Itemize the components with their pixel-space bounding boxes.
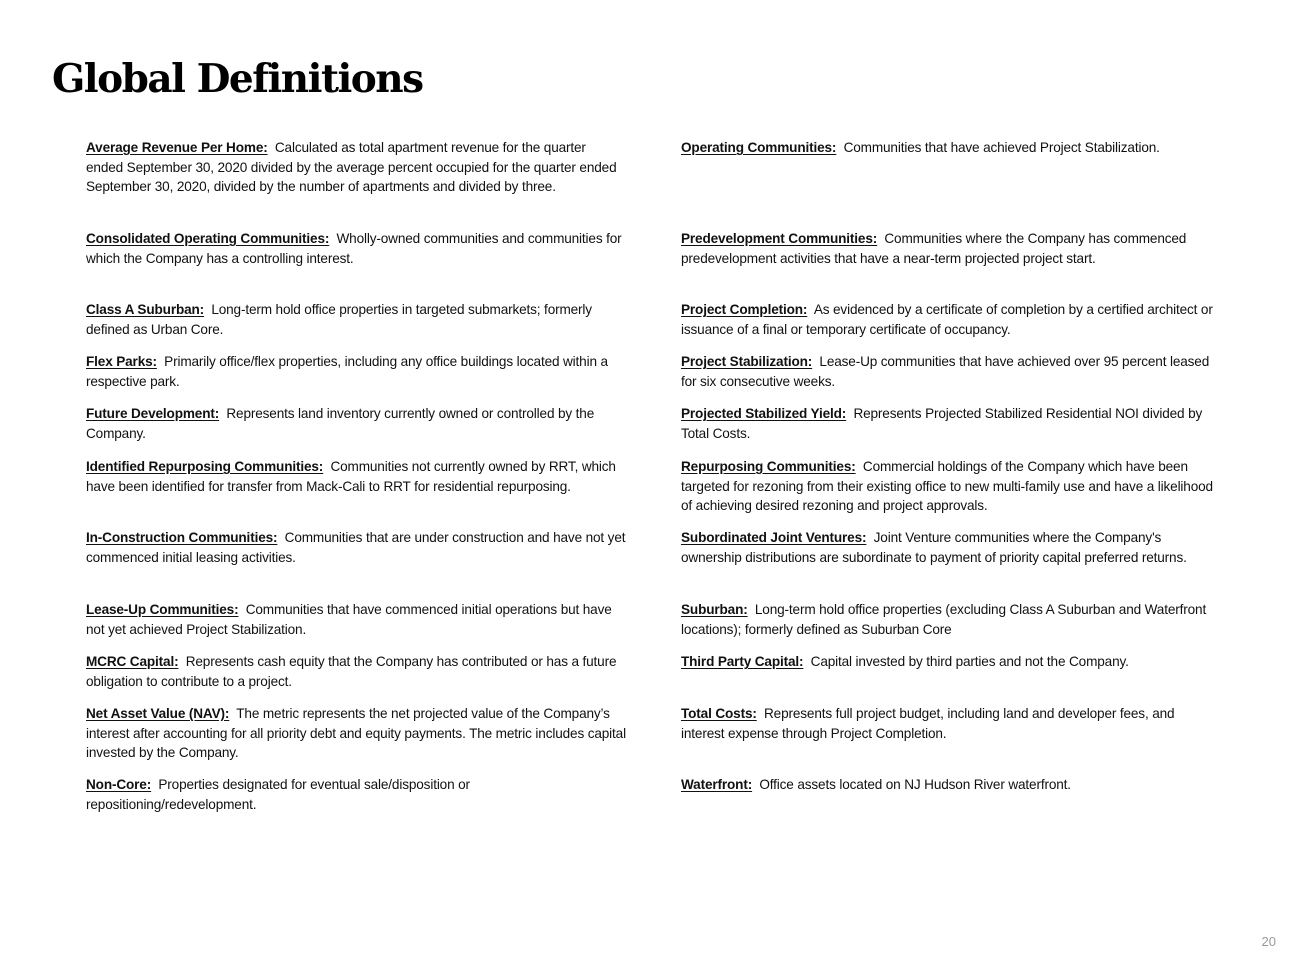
definition-text: Communities that are under construction and have not yet commenced initial leasing activities. <box>86 530 626 565</box>
definition-text: Properties designated for eventual sale/disposition or repositioning/redevelopment. <box>86 777 470 812</box>
definition-text: Represents full project budget, including land and developer fees, and interest expense through Project Completion. <box>681 706 1175 741</box>
definition-text: Long-term hold office properties (excluding Class A Suburban and Waterfront locations); formerly defined as Suburban Core <box>681 602 1207 637</box>
definition-entry <box>681 229 1221 268</box>
definition-text: Represents Projected Stabilized Residential NOI divided by Total Costs. <box>681 406 1203 441</box>
definition-term: Identified Repurposing Communities: <box>86 459 324 474</box>
definition-text: Represents cash equity that the Company has contributed or has a future obligation to contribute to a project. <box>86 654 617 689</box>
definition-entry <box>86 229 626 268</box>
definition-entry <box>681 138 1221 158</box>
definition-term: Operating Communities: <box>681 140 837 155</box>
definition-term: Subordinated Joint Ventures: <box>681 530 867 545</box>
definition-entry <box>86 138 626 197</box>
definition-term: Future Development: <box>86 406 220 421</box>
definition-text: Communities where the Company has commenced predevelopment activities that have a near-term projected project start. <box>681 231 1187 266</box>
definition-entry <box>86 352 626 391</box>
definition-entry <box>681 775 1221 795</box>
definition-term: Average Revenue Per Home: <box>86 140 268 155</box>
definition-term: In-Construction Communities: <box>86 530 278 545</box>
definition-entry <box>681 528 1221 567</box>
definition-term: Repurposing Communities: <box>681 459 856 474</box>
definition-text: Joint Venture communities where the Company's ownership distributions are subordinate to payment of priority capital preferred returns. <box>681 530 1187 565</box>
definition-entry <box>86 600 626 639</box>
definition-term: Third Party Capital: <box>681 654 804 669</box>
definition-term: Projected Stabilized Yield: <box>681 406 847 421</box>
definition-term: Predevelopment Communities: <box>681 231 878 246</box>
definition-entry <box>86 300 626 339</box>
definition-entry <box>86 457 626 496</box>
definition-entry <box>86 652 626 691</box>
definition-text: Primarily office/flex properties, including any office buildings located within a respective park. <box>86 354 608 389</box>
definition-text: Communities not currently owned by RRT, which have been identified for transfer from Mack-Cali to RRT for residential repurposing. <box>86 459 616 494</box>
definition-text: Communities that have achieved Project Stabilization. <box>843 140 1160 155</box>
definition-text: Office assets located on NJ Hudson River waterfront. <box>759 777 1071 792</box>
definition-text: As evidenced by a certificate of completion by a certified architect or issuance of a final or temporary certificate of occupancy. <box>681 302 1213 337</box>
page-number: 20 <box>1261 934 1276 949</box>
definition-text: Represents land inventory currently owned or controlled by the Company. <box>86 406 595 441</box>
definition-entry <box>681 600 1221 639</box>
definition-text: Wholly-owned communities and communities for which the Company has a controlling interest. <box>86 231 622 266</box>
definition-text: Long-term hold office properties in targeted submarkets; formerly defined as Urban Core. <box>86 302 592 337</box>
definition-term: Suburban: <box>681 602 748 617</box>
definition-text: The metric represents the net projected value of the Company’s interest after accounting for all priority debt and equity payments. The metric includes capital invested by the Company. <box>86 706 626 761</box>
definition-entry <box>681 300 1221 339</box>
definition-text: Communities that have commenced initial operations but have not yet achieved Project Stabilization. <box>86 602 612 637</box>
definition-entry <box>86 704 626 763</box>
definition-entry <box>86 404 626 443</box>
definition-term: Waterfront: <box>681 777 753 792</box>
definition-term: Project Stabilization: <box>681 354 813 369</box>
definition-text: Commercial holdings of the Company which have been targeted for rezoning from their existing office to new multi-family use and have a likelihood of achieving desired rezoning and project approvals. <box>681 459 1213 514</box>
definition-text: Lease-Up communities that have achieved over 95 percent leased for six consecutive weeks. <box>681 354 1210 389</box>
definition-entry <box>681 352 1221 391</box>
definition-term: Consolidated Operating Communities: <box>86 231 330 246</box>
definition-term: Project Completion: <box>681 302 808 317</box>
definition-term: Non-Core: <box>86 777 152 792</box>
definition-entry <box>681 704 1221 743</box>
definition-entry <box>681 652 1221 672</box>
definition-entry <box>86 528 626 567</box>
definition-term: Class A Suburban: <box>86 302 205 317</box>
definition-term: Total Costs: <box>681 706 757 721</box>
definition-entry <box>681 457 1221 516</box>
definition-text: Capital invested by third parties and not the Company. <box>810 654 1129 669</box>
definition-term: Lease-Up Communities: <box>86 602 239 617</box>
definition-entry <box>86 775 626 814</box>
page-title: Global Definitions <box>52 56 423 102</box>
definition-term: MCRC Capital: <box>86 654 179 669</box>
definition-term: Net Asset Value (NAV): <box>86 706 230 721</box>
definition-entry <box>681 404 1221 443</box>
definition-term: Flex Parks: <box>86 354 157 369</box>
definition-text: Calculated as total apartment revenue for the quarter ended September 30, 2020 divided by the average percent occupied for the quarter ended September 30, 2020, divided by the number of apartments and divided by three. <box>86 140 617 195</box>
